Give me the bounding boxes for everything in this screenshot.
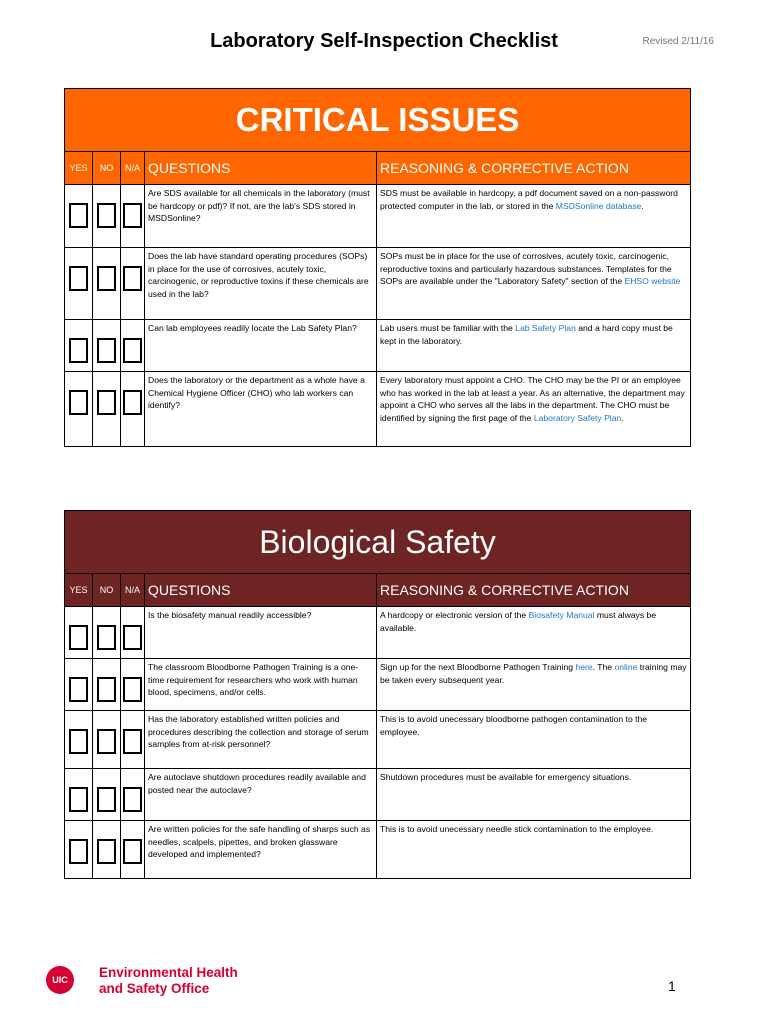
reasoning-text: SDS must be available in hardcopy, a pdf document saved on a non-password protected computer in the lab, or stored in the MSDSonline database. — [377, 185, 691, 248]
no-column-header: NO — [93, 152, 121, 185]
table-row — [65, 248, 691, 320]
question-text: Has the laboratory established written policies and procedures describing the collection and storage of serum samples from at-risk personnel? — [145, 711, 377, 769]
ehso-website-link[interactable]: EHSO website — [624, 276, 681, 287]
biosafety-manual-link[interactable]: Biosafety Manual — [528, 610, 595, 620]
yes-checkbox[interactable] — [69, 203, 88, 228]
no-checkbox[interactable] — [97, 338, 116, 363]
yes-checkbox[interactable] — [69, 266, 88, 291]
office-name — [99, 965, 238, 997]
reasoning-text: A hardcopy or electronic version of the Biosafety Manual must always be available. — [377, 607, 691, 659]
na-checkbox[interactable] — [123, 266, 142, 291]
questions-column-header: QUESTIONS — [145, 152, 377, 185]
na-checkbox[interactable] — [123, 203, 142, 228]
section-title: Biological Safety — [65, 511, 691, 574]
yes-checkbox[interactable] — [69, 729, 88, 754]
yes-checkbox[interactable] — [69, 390, 88, 415]
na-checkbox[interactable] — [123, 625, 142, 650]
question-text: Are autoclave shutdown procedures readily available and posted near the autoclave? — [145, 769, 377, 821]
table-row — [65, 372, 691, 447]
reasoning-text: Every laboratory must appoint a CHO. The CHO may be the PI or an employee who has worked in the lab at least a year. As an alternative, the department may appoint a CHO who serves all the labs in the department. The CHO must be identified by signing the first page of the Laboratory Safety Plan. — [377, 372, 691, 447]
online-training-link[interactable]: online — [614, 662, 638, 672]
yes-checkbox[interactable] — [69, 338, 88, 363]
training-signup-link[interactable]: here — [575, 662, 593, 672]
page-number: 1 — [668, 978, 676, 994]
na-checkbox[interactable] — [123, 787, 142, 812]
reasoning-text: This is to avoid unecessary bloodborne pathogen contamination to the employee. — [377, 711, 691, 769]
na-checkbox[interactable] — [123, 338, 142, 363]
na-checkbox[interactable] — [123, 839, 142, 864]
no-column-header: NO — [93, 574, 121, 607]
na-column-header: N/A — [121, 574, 145, 607]
na-checkbox[interactable] — [123, 729, 142, 754]
yes-checkbox[interactable] — [69, 787, 88, 812]
yes-checkbox[interactable] — [69, 677, 88, 702]
yes-column-header: YES — [65, 574, 93, 607]
question-text: The classroom Bloodborne Pathogen Training is a one-time requirement for researchers who work with human blood, specimens, and/or cells. — [145, 659, 377, 711]
table-row — [65, 607, 691, 659]
reasoning-text: Shutdown procedures must be available for emergency situations. — [377, 769, 691, 821]
na-column-header: N/A — [121, 152, 145, 185]
section-title: CRITICAL ISSUES — [65, 89, 691, 152]
no-checkbox[interactable] — [97, 787, 116, 812]
no-checkbox[interactable] — [97, 390, 116, 415]
reasoning-column-header: REASONING & CORRECTIVE ACTION — [377, 152, 691, 185]
question-text: Are written policies for the safe handling of sharps such as needles, scalpels, pipettes, and broken glassware developed and implemented? — [145, 821, 377, 879]
yes-checkbox[interactable] — [69, 625, 88, 650]
document-title: Laboratory Self-Inspection Checklist — [210, 30, 558, 52]
question-text: Are SDS available for all chemicals in the laboratory (must be hardcopy or pdf)? If not, are the lab's SDS stored in MSDSonline? — [145, 185, 377, 248]
lab-safety-plan-link[interactable]: Lab Safety Plan — [515, 323, 576, 333]
table-row — [65, 821, 691, 879]
table-row — [65, 769, 691, 821]
no-checkbox[interactable] — [97, 625, 116, 650]
laboratory-safety-plan-link[interactable]: Laboratory Safety Plan — [533, 412, 622, 423]
reasoning-column-header: REASONING & CORRECTIVE ACTION — [377, 574, 691, 607]
msdsonline-link[interactable]: MSDSonline database — [555, 200, 642, 211]
table-row — [65, 320, 691, 372]
no-checkbox[interactable] — [97, 203, 116, 228]
question-text: Does the laboratory or the department as a whole have a Chemical Hygiene Officer (CHO) who lab workers can identify? — [145, 372, 377, 447]
reasoning-text: Lab users must be familiar with the Lab Safety Plan and a hard copy must be kept in the laboratory. — [377, 320, 691, 372]
question-text: Is the biosafety manual readily accessible? — [145, 607, 377, 659]
no-checkbox[interactable] — [97, 266, 116, 291]
revised-date: Revised 2/11/16 — [642, 36, 714, 47]
na-checkbox[interactable] — [123, 390, 142, 415]
critical-issues-table — [64, 88, 691, 447]
question-text: Does the lab have standard operating procedures (SOPs) in place for the use of corrosives, acutely toxic, carcinogenic, or reproductive toxins if these chemicals are used in the lab? — [145, 248, 377, 320]
yes-checkbox[interactable] — [69, 839, 88, 864]
table-row — [65, 659, 691, 711]
yes-column-header: YES — [65, 152, 93, 185]
biological-safety-table — [64, 510, 691, 879]
na-checkbox[interactable] — [123, 677, 142, 702]
office-name-line2: and Safety Office — [99, 981, 210, 996]
no-checkbox[interactable] — [97, 729, 116, 754]
table-row — [65, 711, 691, 769]
no-checkbox[interactable] — [97, 677, 116, 702]
uic-logo: UIC — [46, 966, 74, 994]
table-row — [65, 185, 691, 248]
office-name-line1: Environmental Health — [99, 965, 238, 980]
question-text: Can lab employees readily locate the Lab Safety Plan? — [145, 320, 377, 372]
reasoning-text: This is to avoid unecessary needle stick contamination to the employee. — [377, 821, 691, 879]
reasoning-text: SOPs must be in place for the use of corrosives, acutely toxic, carcinogenic, reproductive toxins and particularly hazardous substances. Templates for the SOPs are available under the "Laboratory Safety" section of the EHSO website — [377, 248, 691, 320]
questions-column-header: QUESTIONS — [145, 574, 377, 607]
reasoning-text: Sign up for the next Bloodborne Pathogen Training here. The online training may be taken every subsequent year. — [377, 659, 691, 711]
no-checkbox[interactable] — [97, 839, 116, 864]
